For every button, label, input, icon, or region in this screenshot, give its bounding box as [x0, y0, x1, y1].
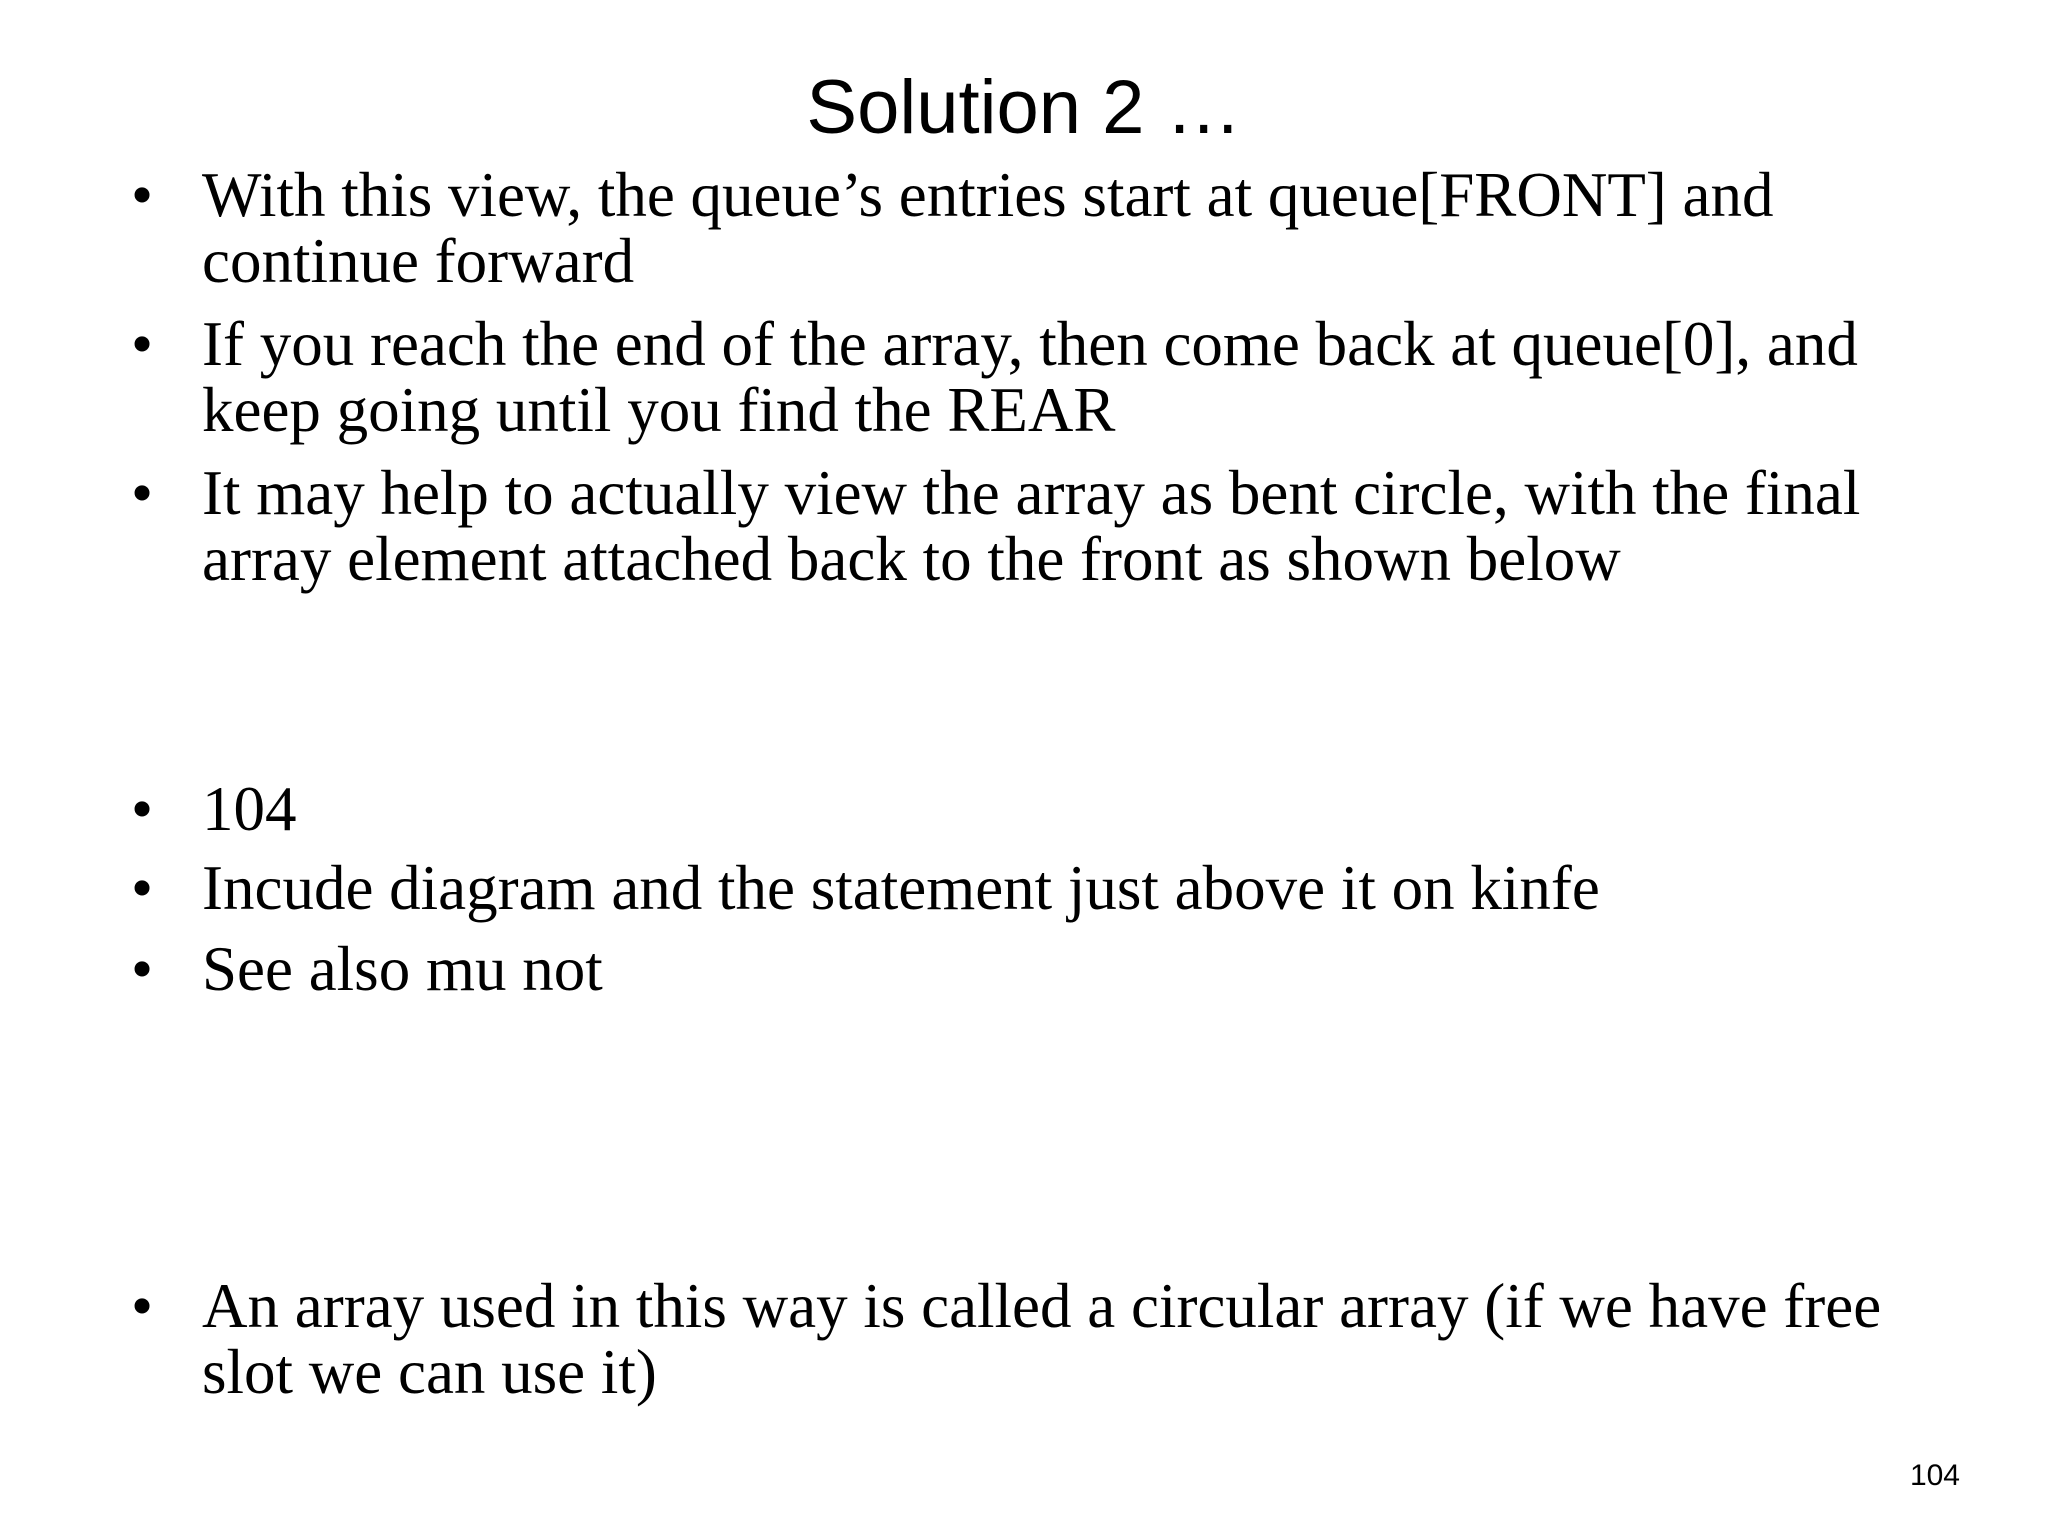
bullet-text: With this view, the queue’s entries start at queue[FRONT] and continue forward — [202, 160, 1774, 296]
bullet-marker: • — [130, 458, 154, 528]
bullet-text: See also mu not — [202, 934, 603, 1004]
bullet-marker: • — [130, 309, 154, 379]
page-number: 104 — [1909, 1459, 1960, 1492]
bullet-text: If you reach the end of the array, then come back at queue[0], and keep going until you find the REAR — [202, 309, 1858, 445]
bullet-marker: • — [130, 934, 154, 1004]
bullet-text: It may help to actually view the array as bent circle, with the final array element attached back to the front as shown below — [202, 458, 1861, 594]
bullet-marker: • — [130, 853, 154, 923]
bullet-text: 104 — [202, 774, 297, 844]
slide-title: Solution 2 … — [806, 65, 1242, 150]
bullet-marker: • — [130, 1271, 154, 1341]
bullet-marker: • — [130, 774, 154, 844]
bullet-text: An array used in this way is called a circular array (if we have free slot we can use it) — [202, 1271, 1882, 1407]
bullet-text: Incude diagram and the statement just above it on kinfe — [202, 853, 1600, 923]
bullet-marker: • — [130, 160, 154, 230]
